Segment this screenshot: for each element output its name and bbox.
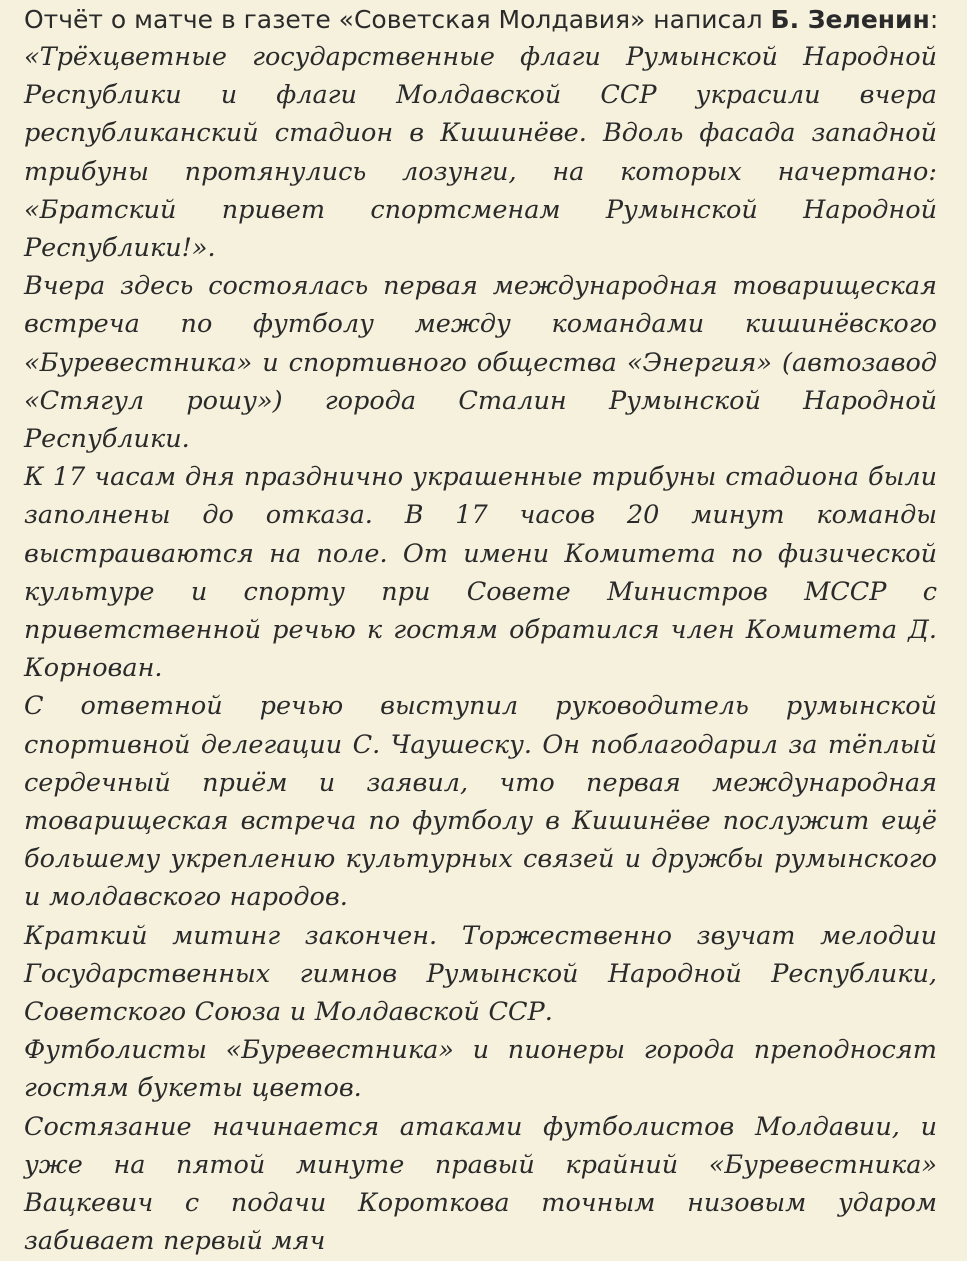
quote-paragraph-match-announcement: Вчера здесь состоялась первая международная товарищеская встреча по футболу между командами кишинёвского «Буревестника» и спортивного общества «Энергия» (автозавод «Стягул рошу») города Сталин Румынской Народной Республики. (24, 271, 937, 455)
quote-paragraph-anthems: Краткий митинг закончен. Торжественно звучат мелодии Государственных гимнов Румынской Народной Республики, Советского Союза и Молдавской ССР. (24, 920, 937, 1028)
intro-tail: : (929, 5, 939, 34)
report-intro (24, 2, 937, 38)
quote-paragraph-first-goal: Состязание начинается атаками футболистов Молдавии, и уже на пятой минуте правый крайний «Буревестника» Вацкевич с подачи Короткова точным низовым ударом забивает первый мяч (24, 1111, 937, 1257)
quote-paragraph-flags: «Трёхцветные государственные флаги Румынской Народной Республики и флаги Молдавской ССР украсили вчера республиканский стадион в Кишинёве. Вдоль фасада западной трибуны протянулись лозунги, на которых начертано: «Братский привет спортсменам Румынской Народной Республики!». (24, 42, 937, 264)
quote-paragraph-flowers: Футболисты «Буревестника» и пионеры города преподносят гостям букеты цветов. (24, 1035, 937, 1104)
author-name: Б. Зеленин (770, 5, 930, 34)
quote-paragraph-opening-speech: К 17 часам дня празднично украшенные трибуны стадиона были заполнены до отказа. В 17 часов 20 минут команды выстраиваются на поле. От имени Комитета по физической культуре и спорту при Совете Министров МССР с приветственной речью к гостям обратился член Комитета Д. Корнован. (24, 462, 937, 684)
quote-paragraph-response-speech: С ответной речью выступил руководитель румынской спортивной делегации С. Чаушеску. Он поблагодарил за тёплый сердечный приём и заявил, что первая международная товарищеская встреча по футболу в Кишинёве послужит ещё большему укреплению культурных связей и дружбы румынского и молдавского народов. (24, 691, 937, 913)
intro-lead: Отчёт о матче в газете «Советская Молдавия» написал (24, 5, 771, 34)
